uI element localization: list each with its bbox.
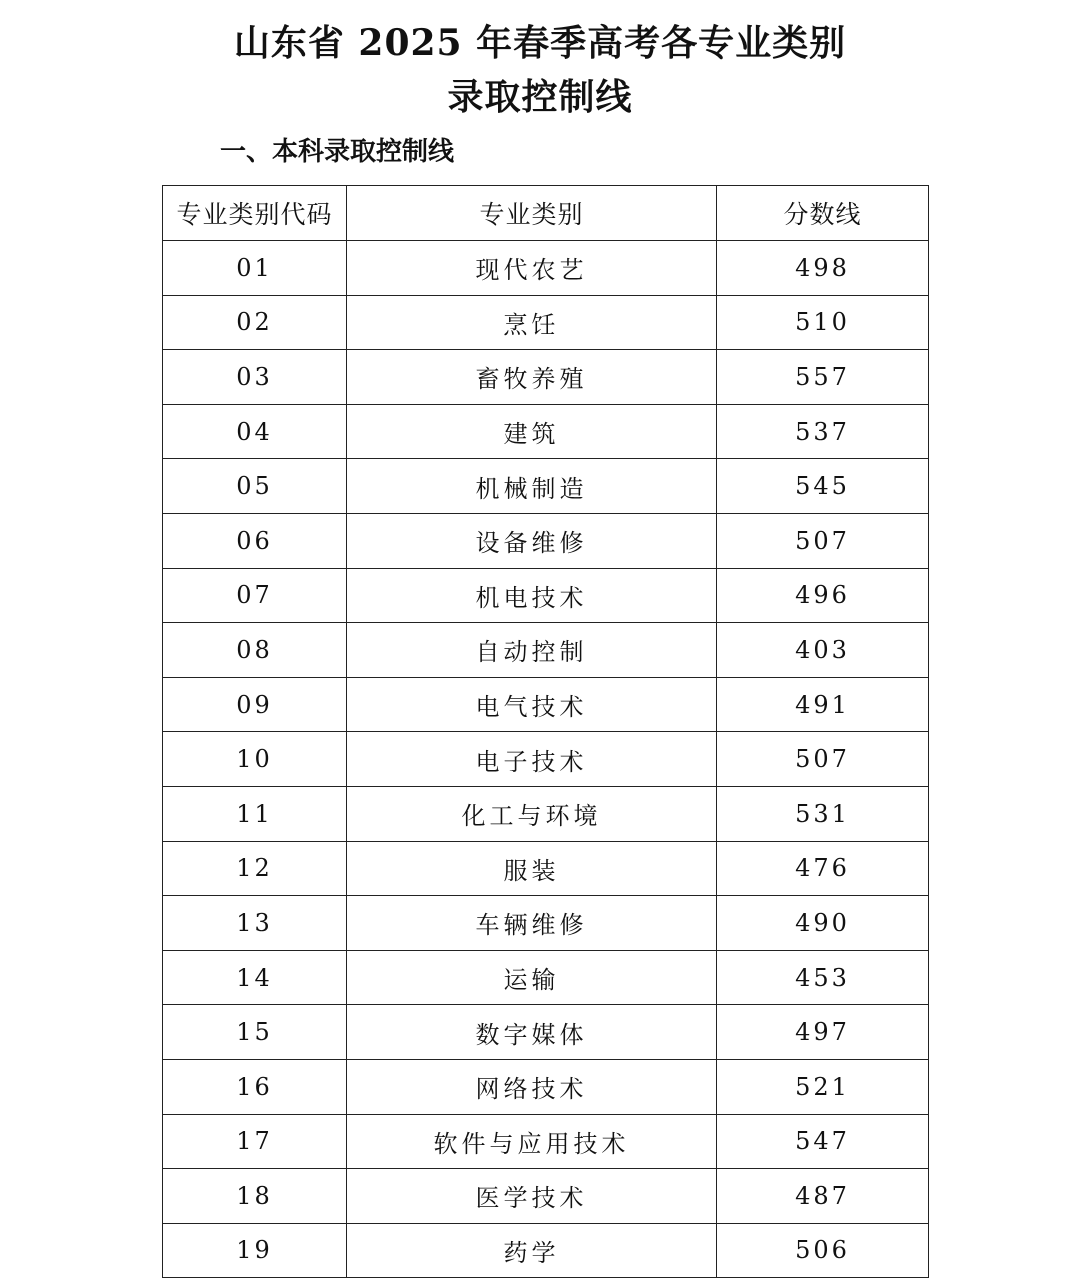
cell-category: 畜牧养殖 xyxy=(347,350,717,405)
cell-score: 531 xyxy=(717,786,929,841)
cell-score: 491 xyxy=(717,677,929,732)
cell-code: 13 xyxy=(163,896,347,951)
table-row xyxy=(163,950,929,1005)
cell-category: 设备维修 xyxy=(347,513,717,568)
cell-code: 08 xyxy=(163,623,347,678)
cell-code: 05 xyxy=(163,459,347,514)
cell-score: 403 xyxy=(717,623,929,678)
cell-code: 06 xyxy=(163,513,347,568)
table-row xyxy=(163,841,929,896)
cell-score: 496 xyxy=(717,568,929,623)
cell-category: 药学 xyxy=(347,1223,717,1278)
cell-score: 498 xyxy=(717,241,929,296)
cell-category: 机电技术 xyxy=(347,568,717,623)
cell-code: 03 xyxy=(163,350,347,405)
table-header-row xyxy=(163,186,929,241)
cell-code: 01 xyxy=(163,241,347,296)
cell-category: 数字媒体 xyxy=(347,1005,717,1060)
cell-category: 烹饪 xyxy=(347,295,717,350)
table-row xyxy=(163,896,929,951)
cell-category: 自动控制 xyxy=(347,623,717,678)
header-code: 专业类别代码 xyxy=(163,186,347,241)
table-row xyxy=(163,241,929,296)
cell-score: 510 xyxy=(717,295,929,350)
cell-score: 506 xyxy=(717,1223,929,1278)
table-row xyxy=(163,459,929,514)
table-row xyxy=(163,732,929,787)
table-row xyxy=(163,786,929,841)
table-row xyxy=(163,1005,929,1060)
cell-category: 网络技术 xyxy=(347,1059,717,1114)
cell-code: 09 xyxy=(163,677,347,732)
table-row xyxy=(163,1223,929,1278)
cell-code: 14 xyxy=(163,950,347,1005)
header-category: 专业类别 xyxy=(347,186,717,241)
cell-category: 车辆维修 xyxy=(347,896,717,951)
cell-category: 机械制造 xyxy=(347,459,717,514)
cell-code: 02 xyxy=(163,295,347,350)
table-row xyxy=(163,350,929,405)
table-row xyxy=(163,677,929,732)
table-row xyxy=(163,404,929,459)
table-row xyxy=(163,513,929,568)
table-row xyxy=(163,623,929,678)
cell-code: 07 xyxy=(163,568,347,623)
cell-score: 487 xyxy=(717,1169,929,1224)
cell-score: 521 xyxy=(717,1059,929,1114)
cell-score: 497 xyxy=(717,1005,929,1060)
cell-category: 化工与环境 xyxy=(347,786,717,841)
cell-code: 11 xyxy=(163,786,347,841)
cell-category: 医学技术 xyxy=(347,1169,717,1224)
cell-code: 19 xyxy=(163,1223,347,1278)
cell-score: 453 xyxy=(717,950,929,1005)
cell-code: 10 xyxy=(163,732,347,787)
cell-code: 16 xyxy=(163,1059,347,1114)
document-title-line-1: 山东省 2025 年春季高考各专业类别 xyxy=(233,22,847,64)
header-score: 分数线 xyxy=(717,186,929,241)
document-title-line-2: 录取控制线 xyxy=(447,76,633,118)
cell-score: 547 xyxy=(717,1114,929,1169)
cell-score: 507 xyxy=(717,732,929,787)
cell-code: 15 xyxy=(163,1005,347,1060)
score-table xyxy=(162,185,929,1278)
cell-score: 537 xyxy=(717,404,929,459)
cell-score: 490 xyxy=(717,896,929,951)
cell-score: 476 xyxy=(717,841,929,896)
cell-score: 507 xyxy=(717,513,929,568)
cell-category: 现代农艺 xyxy=(347,241,717,296)
cell-category: 运输 xyxy=(347,950,717,1005)
cell-category: 电子技术 xyxy=(347,732,717,787)
cell-category: 电气技术 xyxy=(347,677,717,732)
table-row xyxy=(163,568,929,623)
table-row xyxy=(163,295,929,350)
table-row xyxy=(163,1169,929,1224)
cell-score: 545 xyxy=(717,459,929,514)
cell-category: 软件与应用技术 xyxy=(347,1114,717,1169)
table-row xyxy=(163,1114,929,1169)
cell-category: 建筑 xyxy=(347,404,717,459)
cell-code: 12 xyxy=(163,841,347,896)
cell-code: 04 xyxy=(163,404,347,459)
cell-code: 17 xyxy=(163,1114,347,1169)
cell-code: 18 xyxy=(163,1169,347,1224)
cell-category: 服装 xyxy=(347,841,717,896)
section-heading: 一、本科录取控制线 xyxy=(220,137,455,167)
cell-score: 557 xyxy=(717,350,929,405)
table-row xyxy=(163,1059,929,1114)
